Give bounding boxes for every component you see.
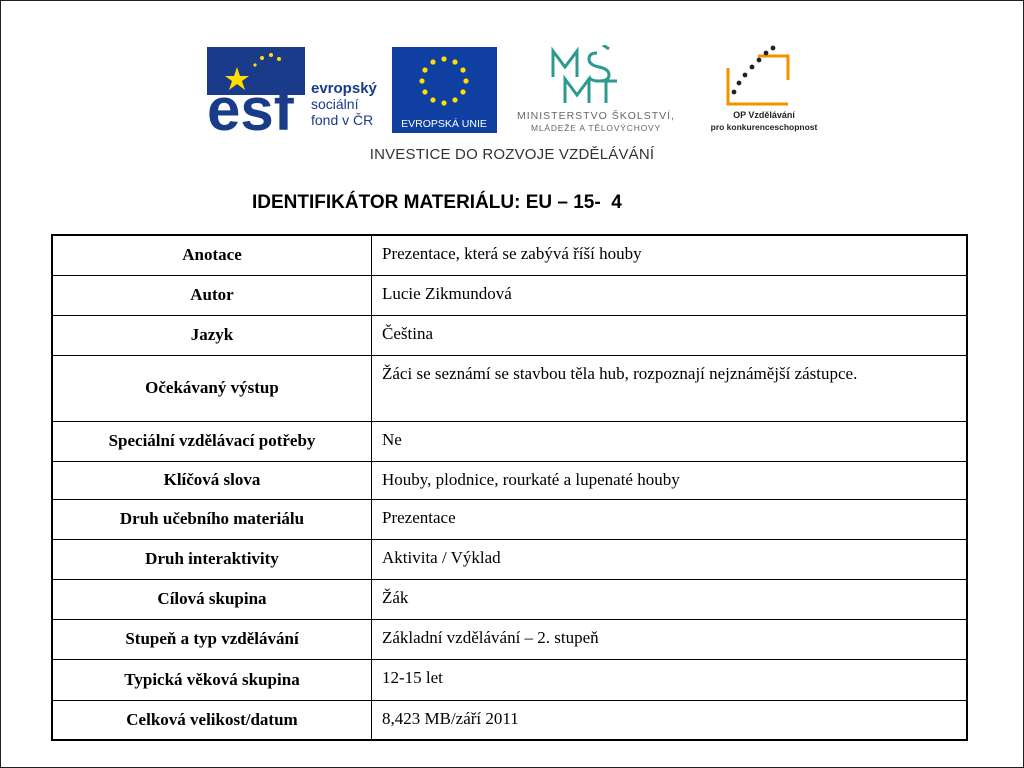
msmt-logo [505,45,687,135]
table-row [52,235,967,275]
row-value: Aktivita / Výklad [372,539,968,579]
table-row [52,619,967,659]
row-label: Druh učebního materiálu [52,499,372,539]
row-value: Lucie Zikmundová [372,275,968,315]
row-label: Typická věková skupina [52,659,372,700]
op-line2: pro konkurenceschopnost [710,122,818,132]
row-value: Prezentace [372,499,968,539]
row-label: Speciální vzdělávací potřeby [52,421,372,461]
row-label: Druh interaktivity [52,539,372,579]
table-row [52,499,967,539]
table-row [52,275,967,315]
op-line1: OP Vzdělávání [733,110,795,120]
op-vzdelavani-logo [708,40,820,136]
row-label: Cílová skupina [52,579,372,619]
row-label: Anotace [52,235,372,275]
svg-text:esf: esf [207,76,294,133]
metadata-table [51,234,968,741]
esf-logo [207,47,385,133]
table-row [52,461,967,499]
row-value: 12-15 let [372,659,968,700]
investment-banner: INVESTICE DO ROZVOJE VZDĚLÁVÁNÍ [369,146,655,163]
table-row [52,539,967,579]
row-value: Žáci se seznámí se stavbou těla hub, rozpoznají nejznámější zástupce. [372,355,968,421]
row-value: Žák [372,579,968,619]
row-value: Prezentace, která se zabývá říší houby [372,235,968,275]
esf-line2: sociální [311,96,359,112]
row-label: Očekávaný výstup [52,355,372,421]
row-value: Čeština [372,315,968,355]
row-label: Celková velikost/datum [52,700,372,740]
row-value: Houby, plodnice, rourkaté a lupenaté houby [372,461,968,499]
row-label: Jazyk [52,315,372,355]
row-value: Základní vzdělávání – 2. stupeň [372,619,968,659]
eu-flag-logo [392,47,497,133]
row-label: Autor [52,275,372,315]
row-label: Stupeň a typ vzdělávání [52,619,372,659]
esf-line1: evropský [311,80,377,97]
table-row [52,421,967,461]
table-row [52,579,967,619]
esf-line3: fond v ČR [311,112,374,128]
msmt-line2: MLÁDEŽE A TĚLOVÝCHOVY [530,123,662,133]
table-row [52,700,967,740]
row-label: Klíčová slova [52,461,372,499]
table-row [52,659,967,700]
eu-label: EVROPSKÁ UNIE [401,118,487,130]
table-row [52,355,967,421]
row-value: 8,423 MB/září 2011 [372,700,968,740]
msmt-line1: MINISTERSTVO ŠKOLSTVÍ, [517,110,675,122]
table-row [52,315,967,355]
row-value: Ne [372,421,968,461]
material-identifier: IDENTIFIKÁTOR MATERIÁLU: EU – 15- 4 [252,192,622,213]
